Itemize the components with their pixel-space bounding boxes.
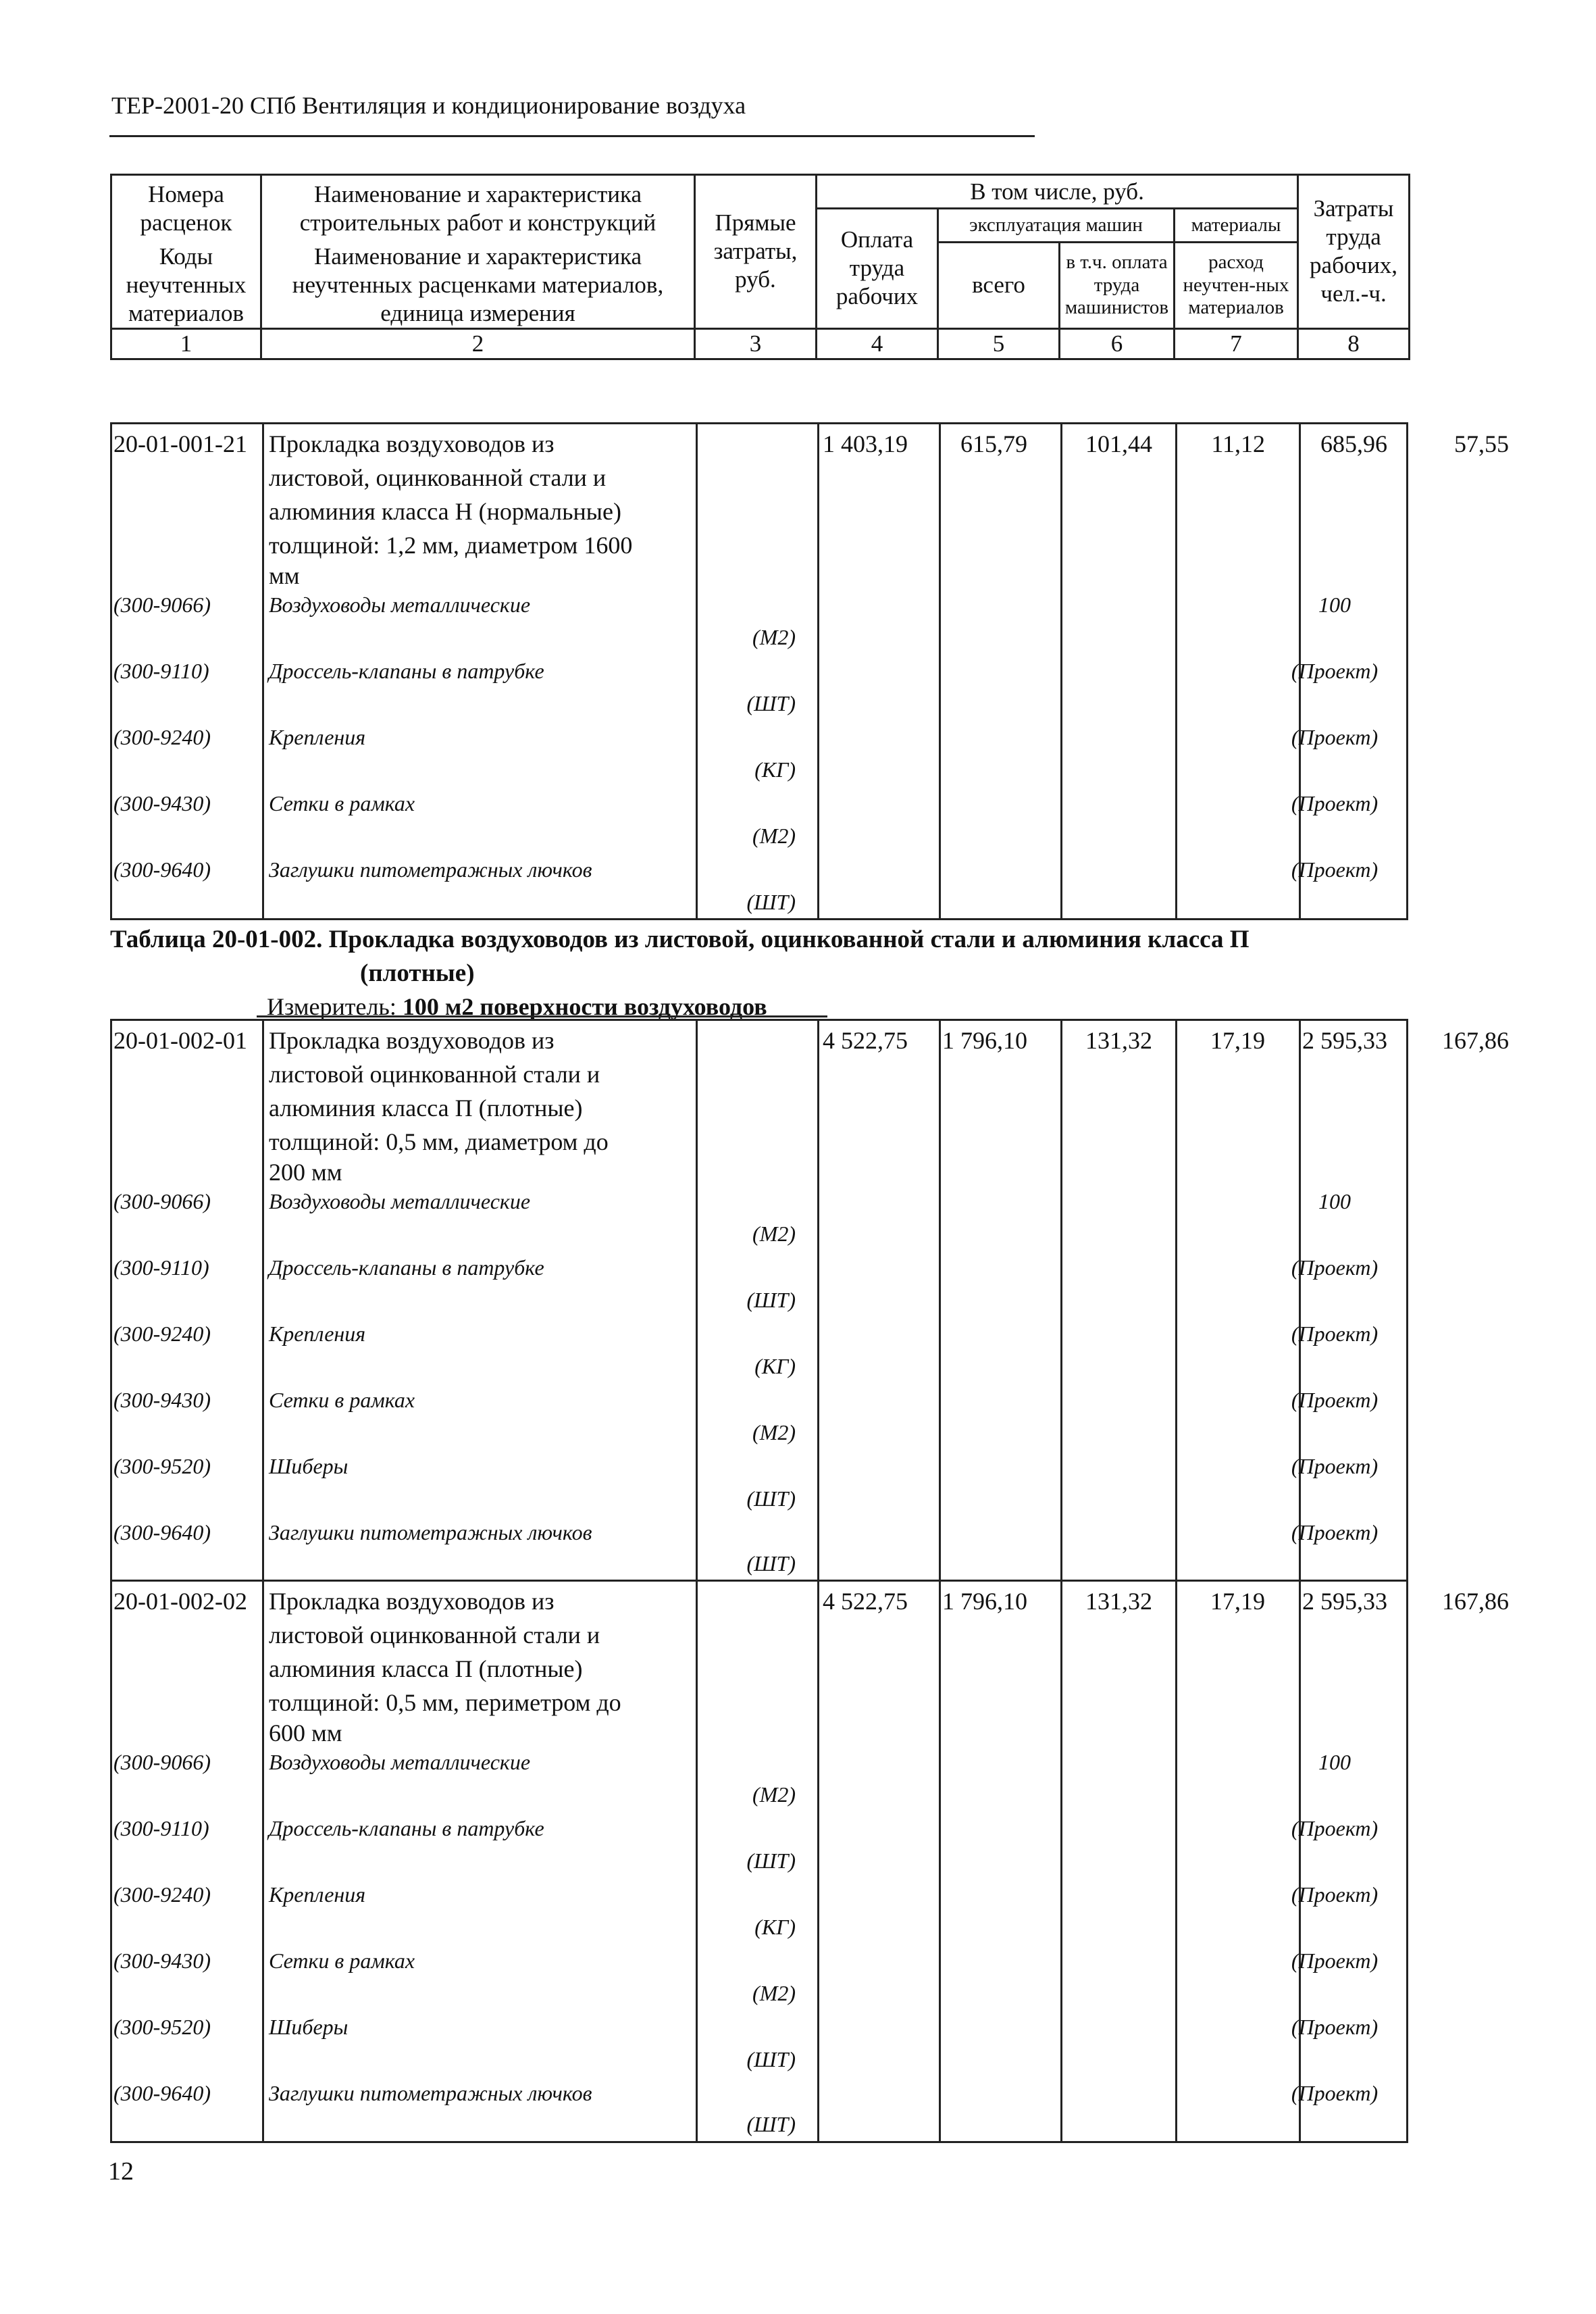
header-number: 5 <box>938 328 1060 359</box>
material-unit: (КГ) <box>754 1915 796 1939</box>
material-name: Заглушки питометражных лючков <box>269 1520 592 1544</box>
page-number: 12 <box>108 2157 134 2186</box>
column-divider <box>1299 1582 1301 2141</box>
header-number: 2 <box>261 328 695 359</box>
material-name: Воздуховоды металлические <box>269 593 531 617</box>
column-divider <box>817 424 819 918</box>
rate-block <box>110 422 1509 920</box>
labor-hours: 167,86 <box>1442 1027 1509 1054</box>
header-col6: в т.ч. оплата труда машинистов <box>1060 243 1175 329</box>
header-col8: Затраты труда рабочих, чел.-ч. <box>1298 175 1410 329</box>
machine-total: 131,32 <box>1085 1588 1152 1615</box>
material-quantity: 100 <box>1318 1189 1351 1213</box>
material-quantity: (Проект) <box>1291 659 1379 683</box>
rate-code: 20-01-002-02 <box>113 1588 247 1615</box>
material-code: (300-9066) <box>113 1750 211 1774</box>
material-code: (300-9640) <box>113 857 211 882</box>
material-name: Воздуховоды металлические <box>269 1189 531 1213</box>
column-divider <box>1060 424 1062 918</box>
material-unit: (ШТ) <box>746 2112 796 2136</box>
column-divider <box>817 1582 819 2141</box>
material-unit: (М2) <box>752 1981 796 2005</box>
material-quantity: (Проект) <box>1291 1948 1379 1973</box>
material-code: (300-9110) <box>113 659 209 683</box>
column-divider <box>817 1021 819 1580</box>
rate-title-line: толщиной: 1,2 мм, диаметром 1600 <box>269 532 633 559</box>
header-number: 3 <box>695 328 817 359</box>
rate-title-line: толщиной: 0,5 мм, диаметром до <box>269 1128 609 1155</box>
machinist-pay: 17,19 <box>1210 1027 1265 1054</box>
column-header-table <box>110 174 1410 360</box>
header-col2-top: Наименование и характеристика строительных работ и конструкций <box>261 175 695 243</box>
material-name: Сетки в рамках <box>269 1948 415 1973</box>
column-divider <box>939 1582 941 2141</box>
material-unit: (М2) <box>752 625 796 649</box>
material-unit: (М2) <box>752 1420 796 1444</box>
material-unit: (ШТ) <box>746 1551 796 1576</box>
material-unit: (КГ) <box>754 757 796 782</box>
machinist-pay: 17,19 <box>1210 1588 1265 1615</box>
header-group: В том числе, руб. <box>817 175 1298 209</box>
material-quantity: (Проект) <box>1291 1322 1379 1346</box>
material-unit: (М2) <box>752 824 796 848</box>
rate-title-line: Прокладка воздуховодов из <box>269 430 555 457</box>
material-code: (300-9640) <box>113 2081 211 2105</box>
header-col7: расход неучтен-ных материалов <box>1175 243 1298 329</box>
material-quantity: (Проект) <box>1291 1816 1379 1840</box>
rate-title-line: алюминия класса Н (нормальные) <box>269 498 621 525</box>
table-caption-line: Таблица 20-01-002. Прокладка воздуховодов из листовой, оцинкованной стали и алюминия класса П <box>110 926 1250 953</box>
labor-pay: 615,79 <box>960 430 1027 457</box>
material-quantity: 100 <box>1318 593 1351 617</box>
material-code: (300-9520) <box>113 1454 211 1478</box>
material-unit: (М2) <box>752 1782 796 1807</box>
material-code: (300-9240) <box>113 1322 211 1346</box>
material-code: (300-9240) <box>113 725 211 749</box>
rate-title-line: 200 мм <box>269 1159 342 1186</box>
header-col1-bottom: Коды неучтенных материалов <box>111 243 261 329</box>
column-divider <box>1060 1021 1062 1580</box>
header-col4: Оплата труда рабочих <box>817 209 938 329</box>
materials-cost: 685,96 <box>1320 430 1387 457</box>
table-caption <box>110 923 1408 990</box>
material-quantity: (Проект) <box>1291 1255 1379 1280</box>
header-number: 7 <box>1175 328 1298 359</box>
measure-label: Измеритель: <box>267 993 396 1020</box>
column-divider <box>1060 1582 1062 2141</box>
rate-title-line: листовой, оцинкованной стали и <box>269 464 607 491</box>
material-code: (300-9430) <box>113 791 211 815</box>
material-quantity: (Проект) <box>1291 1454 1379 1478</box>
header-number: 4 <box>817 328 938 359</box>
rate-title-line: Прокладка воздуховодов из <box>269 1588 555 1615</box>
material-code: (300-9640) <box>113 1520 211 1544</box>
running-header: ТЕР-2001-20 СПб Вентиляция и кондиционирование воздуха <box>111 92 746 119</box>
header-machines: эксплуатация машин <box>938 209 1175 243</box>
header-col3: Прямые затраты, руб. <box>695 175 817 329</box>
rate-title-line: Прокладка воздуховодов из <box>269 1027 555 1054</box>
material-code: (300-9240) <box>113 1882 211 1907</box>
column-divider <box>262 424 264 918</box>
material-name: Сетки в рамках <box>269 1388 415 1412</box>
direct-cost: 1 403,19 <box>823 430 908 457</box>
labor-pay: 1 796,10 <box>942 1588 1027 1615</box>
material-unit: (КГ) <box>754 1354 796 1378</box>
machine-total: 101,44 <box>1085 430 1152 457</box>
header-materials: материалы <box>1175 209 1298 243</box>
materials-cost: 2 595,33 <box>1302 1588 1387 1615</box>
rate-title-line: алюминия класса П (плотные) <box>269 1095 583 1122</box>
measure-rule <box>257 1015 827 1017</box>
header-number: 1 <box>111 328 261 359</box>
materials-cost: 2 595,33 <box>1302 1027 1387 1054</box>
material-code: (300-9430) <box>113 1388 211 1412</box>
material-name: Шиберы <box>269 2015 349 2039</box>
material-name: Заглушки питометражных лючков <box>269 2081 592 2105</box>
column-divider <box>1175 1582 1177 2141</box>
rate-title-line: толщиной: 0,5 мм, периметром до <box>269 1689 621 1716</box>
material-quantity: (Проект) <box>1291 1388 1379 1412</box>
labor-pay: 1 796,10 <box>942 1027 1027 1054</box>
material-name: Сетки в рамках <box>269 791 415 815</box>
material-unit: (ШТ) <box>746 1288 796 1312</box>
material-name: Дроссель-клапаны в патрубке <box>269 659 544 683</box>
material-unit: (ШТ) <box>746 691 796 715</box>
rate-title-line: 600 мм <box>269 1719 342 1746</box>
machine-total: 131,32 <box>1085 1027 1152 1054</box>
header-number: 6 <box>1060 328 1175 359</box>
material-unit: (ШТ) <box>746 2047 796 2071</box>
material-code: (300-9066) <box>113 1189 211 1213</box>
rate-title-line: листовой оцинкованной стали и <box>269 1621 600 1649</box>
material-name: Крепления <box>269 1882 366 1907</box>
material-quantity: (Проект) <box>1291 1882 1379 1907</box>
material-name: Шиберы <box>269 1454 349 1478</box>
table-caption-line: (плотные) <box>360 959 475 987</box>
column-divider <box>939 1021 941 1580</box>
material-code: (300-9066) <box>113 593 211 617</box>
material-quantity: 100 <box>1318 1750 1351 1774</box>
material-code: (300-9110) <box>113 1255 209 1280</box>
rate-title-line: алюминия класса П (плотные) <box>269 1655 583 1682</box>
rate-title-line: мм <box>269 562 300 589</box>
material-unit: (ШТ) <box>746 1848 796 1873</box>
material-name: Дроссель-клапаны в патрубке <box>269 1816 544 1840</box>
material-code: (300-9430) <box>113 1948 211 1973</box>
material-name: Заглушки питометражных лючков <box>269 857 592 882</box>
material-quantity: (Проект) <box>1291 1520 1379 1544</box>
material-name: Воздуховоды металлические <box>269 1750 531 1774</box>
material-unit: (ШТ) <box>746 890 796 914</box>
machinist-pay: 11,12 <box>1211 430 1265 457</box>
material-name: Крепления <box>269 1322 366 1346</box>
column-divider <box>1175 424 1177 918</box>
material-code: (300-9110) <box>113 1816 209 1840</box>
material-quantity: (Проект) <box>1291 2015 1379 2039</box>
material-unit: (М2) <box>752 1222 796 1246</box>
rate-block <box>110 1019 1509 1582</box>
labor-hours: 167,86 <box>1442 1588 1509 1615</box>
rate-code: 20-01-001-21 <box>113 430 247 457</box>
material-quantity: (Проект) <box>1291 2081 1379 2105</box>
measure-value: 100 м2 поверхности воздуховодов <box>402 993 767 1020</box>
column-divider <box>939 424 941 918</box>
rate-title-line: листовой оцинкованной стали и <box>269 1061 600 1088</box>
header-col5: всего <box>938 243 1060 329</box>
rate-code: 20-01-002-01 <box>113 1027 247 1054</box>
material-name: Крепления <box>269 725 366 749</box>
column-divider <box>262 1582 264 2141</box>
material-code: (300-9520) <box>113 2015 211 2039</box>
labor-hours: 57,55 <box>1454 430 1509 457</box>
material-quantity: (Проект) <box>1291 725 1379 749</box>
material-name: Дроссель-клапаны в патрубке <box>269 1255 544 1280</box>
direct-cost: 4 522,75 <box>823 1027 908 1054</box>
material-unit: (ШТ) <box>746 1486 796 1511</box>
material-quantity: (Проект) <box>1291 791 1379 815</box>
header-rule <box>109 135 1035 137</box>
header-number: 8 <box>1298 328 1410 359</box>
column-divider <box>1175 1021 1177 1580</box>
direct-cost: 4 522,75 <box>823 1588 908 1615</box>
material-quantity: (Проект) <box>1291 857 1379 882</box>
header-col1-top: Номера расценок <box>111 175 261 243</box>
column-divider <box>262 1021 264 1580</box>
rate-block <box>110 1580 1509 2143</box>
column-divider <box>1299 1021 1301 1580</box>
header-col2-bottom: Наименование и характеристика неучтенных расценками материалов, единица измерения <box>261 243 695 329</box>
